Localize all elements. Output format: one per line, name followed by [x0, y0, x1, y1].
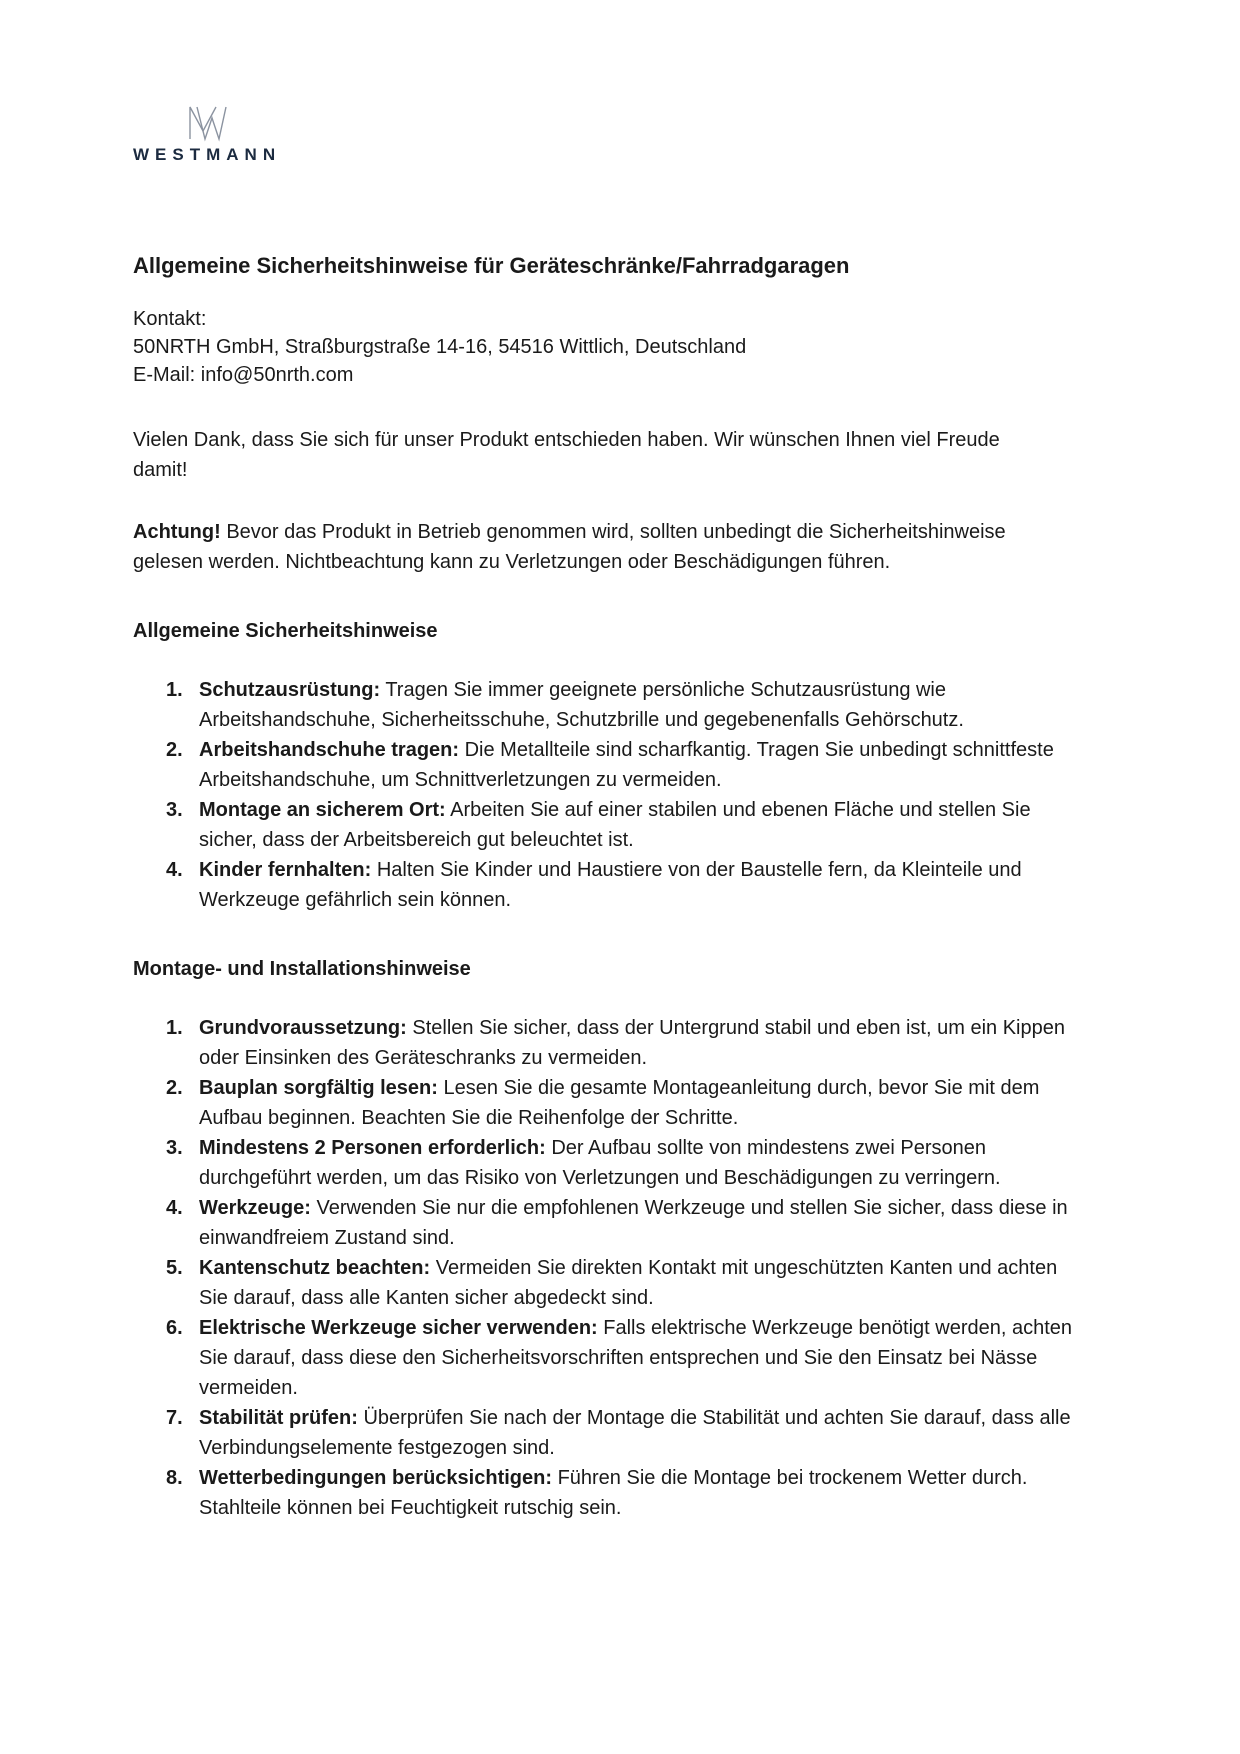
list-item: [199, 855, 1089, 915]
safety-list: [133, 675, 1089, 915]
montage-list: [133, 1013, 1089, 1523]
item-label: Grundvoraussetzung:: [199, 1017, 407, 1039]
page-title: Allgemeine Sicherheitshinweise für Geräteschränke/Fahrradgaragen: [133, 253, 850, 278]
list-item: [199, 795, 1089, 855]
item-text: Halten Sie Kinder und Haustiere von der Baustelle fern, da Kleinteile und Werkzeuge gefährlich sein können.: [199, 859, 1022, 911]
brand-logo: [133, 0, 282, 165]
list-item: [199, 1193, 1089, 1253]
item-label: Wetterbedingungen berücksichtigen:: [199, 1467, 552, 1489]
item-text: Tragen Sie immer geeignete persönliche Schutzausrüstung wie Arbeitshandschuhe, Sicherheitsschuhe, Schutzbrille und gegebenenfalls Gehörschutz.: [199, 679, 964, 731]
item-label: Montage an sicherem Ort:: [199, 799, 446, 821]
warning-paragraph: [133, 517, 1038, 577]
warning-label: Achtung!: [133, 521, 221, 543]
item-text: Lesen Sie die gesamte Montageanleitung durch, bevor Sie mit dem Aufbau beginnen. Beachten Sie die Reihenfolge der Schritte.: [199, 1077, 1040, 1129]
item-label: Stabilität prüfen:: [199, 1407, 358, 1429]
list-item: [199, 1313, 1089, 1403]
item-label: Schutzausrüstung:: [199, 679, 381, 701]
item-label: Werkzeuge:: [199, 1197, 311, 1219]
item-text: Arbeiten Sie auf einer stabilen und ebenen Fläche und stellen Sie sicher, dass der Arbeitsbereich gut beleuchtet ist.: [199, 799, 1031, 851]
item-text: Überprüfen Sie nach der Montage die Stabilität und achten Sie darauf, dass alle Verbindungselemente festgezogen sind.: [199, 1407, 1071, 1459]
item-text: Der Aufbau sollte von mindestens zwei Personen durchgeführt werden, um das Risiko von Verletzungen und Beschädigungen zu verringern.: [199, 1137, 1001, 1189]
item-text: Die Metallteile sind scharfkantig. Tragen Sie unbedingt schnittfeste Arbeitshandschuhe, um Schnittverletzungen zu vermeiden.: [199, 739, 1054, 791]
item-label: Kantenschutz beachten:: [199, 1257, 431, 1279]
item-label: Elektrische Werkzeuge sicher verwenden:: [199, 1317, 598, 1339]
intro-paragraph: Vielen Dank, dass Sie sich für unser Produkt entschieden haben. Wir wünschen Ihnen viel Freude damit!: [133, 429, 1000, 481]
item-text: Verwenden Sie nur die empfohlenen Werkzeuge und stellen Sie sicher, dass diese in einwandfreiem Zustand sind.: [199, 1197, 1068, 1249]
westmann-monogram-icon: [181, 104, 227, 142]
list-item: [199, 1013, 1089, 1073]
list-item: [199, 1073, 1089, 1133]
section-heading-montage-und-installationshinweise: Montage- und Installationshinweise: [133, 958, 471, 980]
item-text: Vermeiden Sie direkten Kontakt mit ungeschützten Kanten und achten Sie darauf, dass alle Kanten sicher abgedeckt sind.: [199, 1257, 1058, 1309]
contact-email: E-Mail: info@50nrth.com: [133, 364, 354, 386]
item-text: Falls elektrische Werkzeuge benötigt werden, achten Sie darauf, dass diese den Sicherheitsvorschriften entsprechen und Sie den Einsatz bei Nässe vermeiden.: [199, 1317, 1073, 1399]
warning-text: Bevor das Produkt in Betrieb genommen wird, sollten unbedingt die Sicherheitshinweise gelesen werden. Nichtbeachtung kann zu Verletzungen oder Beschädigungen führen.: [133, 521, 1006, 573]
list-item: [199, 1253, 1089, 1313]
item-label: Mindestens 2 Personen erforderlich:: [199, 1137, 546, 1159]
list-item: [199, 1133, 1089, 1193]
list-item: [199, 735, 1089, 795]
item-label: Bauplan sorgfältig lesen:: [199, 1077, 438, 1099]
list-item: [199, 675, 1089, 735]
contact-block: [133, 305, 1090, 389]
item-text: Führen Sie die Montage bei trockenem Wetter durch. Stahlteile können bei Feuchtigkeit rutschig sein.: [199, 1467, 1028, 1519]
list-item: [199, 1463, 1089, 1523]
item-text: Stellen Sie sicher, dass der Untergrund stabil und eben ist, um ein Kippen oder Einsinken des Geräteschranks zu vermeiden.: [199, 1017, 1065, 1069]
item-label: Kinder fernhalten:: [199, 859, 372, 881]
section-heading-allgemeine-sicherheitshinweise: Allgemeine Sicherheitshinweise: [133, 620, 438, 642]
list-item: [199, 1403, 1089, 1463]
contact-label: Kontakt:: [133, 308, 207, 330]
contact-address: 50NRTH GmbH, Straßburgstraße 14-16, 54516 Wittlich, Deutschland: [133, 336, 747, 358]
item-label: Arbeitshandschuhe tragen:: [199, 739, 460, 761]
brand-wordmark: WESTMANN: [133, 145, 282, 164]
